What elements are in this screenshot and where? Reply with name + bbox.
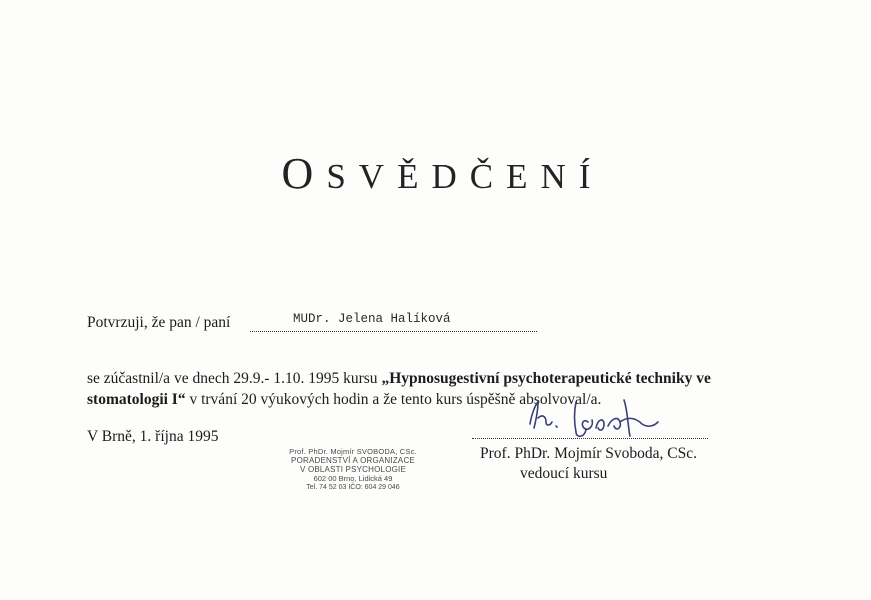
signer-role: vedoucí kursu [520, 465, 608, 482]
participant-name: MUDr. Jelena Halíková [293, 312, 451, 326]
stamp-line-name: Prof. PhDr. Mojmír SVOBODA, CSc. [289, 447, 417, 456]
body-text-end: v trvání 20 výukových hodin a že tento kurs úspěšně absolvoval/a. [185, 391, 602, 408]
confirm-label: Potvrzuji, že pan / paní [87, 314, 231, 331]
signer-name: Prof. PhDr. Mojmír Svoboda, CSc. [480, 445, 698, 462]
place-and-date: V Brně, 1. října 1995 [87, 428, 219, 445]
certificate-body [87, 368, 787, 410]
stamp-line-contact: Tel. 74 52 03 IČO: 604 29 046 [306, 484, 400, 491]
name-dotted-line [250, 330, 537, 332]
certificate-title: OSVĚDČENÍ [281, 149, 604, 198]
stamp-line-field: V OBLASTI PSYCHOLOGIE [299, 465, 406, 474]
handwritten-signature [524, 388, 664, 448]
organization-stamp [268, 447, 438, 492]
body-text-start: se zúčastnil/a ve dnech 29.9.- 1.10. 1995 kursu [87, 370, 382, 387]
stamp-line-address: 602 00 Brno, Lidická 49 [313, 474, 393, 483]
stamp-line-org: PORADENSTVÍ A ORGANIZACE [291, 456, 415, 465]
course-title: „Hypnosugestivní psychoterapeutické techniky ve stomatologii I“ [87, 370, 711, 408]
signature-dotted-line [472, 437, 708, 439]
